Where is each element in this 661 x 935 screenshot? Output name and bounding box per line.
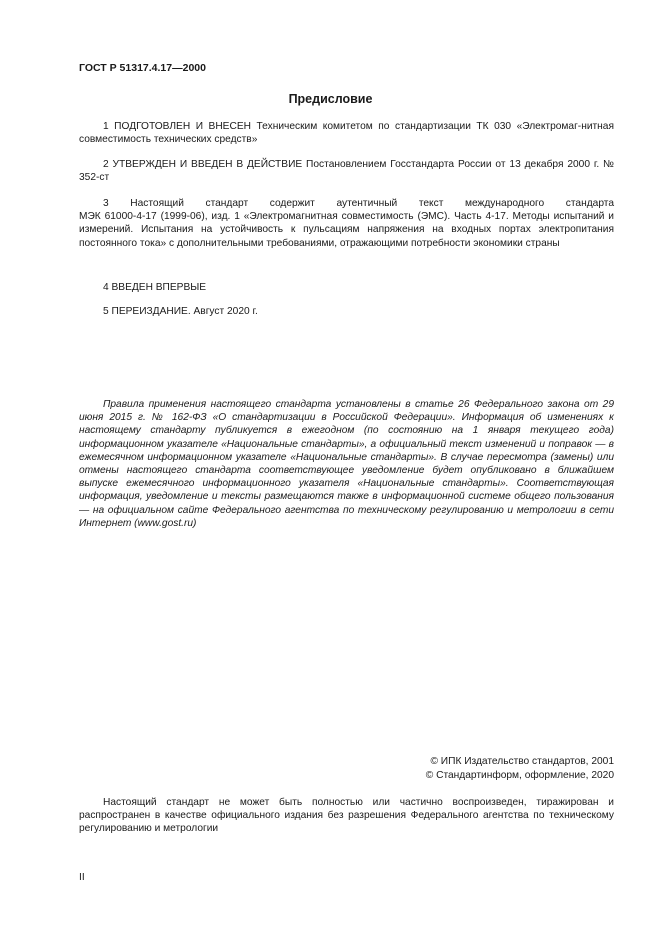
- preface-item-3-first-line: 3 Настоящий стандарт содержит аутентичный текст международного стандарта: [103, 198, 614, 209]
- preface-item-2: [79, 158, 614, 184]
- application-rules-note: [79, 398, 614, 530]
- reproduction-note: [79, 796, 614, 836]
- preface-item-1-text: 1 ПОДГОТОВЛЕН И ВНЕСЕН Техническим комитетом по стандартизации ТК 030 «Электромаг-нитная совместимость технических средств»: [79, 121, 614, 146]
- preface-item-3: [79, 197, 614, 250]
- preface-item-5: [79, 305, 614, 318]
- standard-code: ГОСТ Р 51317.4.17—2000: [79, 62, 206, 74]
- preface-item-2-text: 2 УТВЕРЖДЕН И ВВЕДЕН В ДЕЙСТВИЕ Постановлением Госстандарта России от 13 декабря 2000 г. № 352-ст: [79, 159, 614, 184]
- page-title: Предисловие: [288, 92, 373, 106]
- copyright-line-2: © Стандартинформ, оформление, 2020: [425, 770, 614, 781]
- preface-item-4-text: 4 ВВЕДЕН ВПЕРВЫЕ: [103, 282, 207, 293]
- preface-item-5-text: 5 ПЕРЕИЗДАНИЕ. Август 2020 г.: [103, 306, 258, 317]
- copyright-line-1: © ИПК Издательство стандартов, 2001: [430, 756, 614, 767]
- preface-item-1: [79, 120, 614, 146]
- application-rules-text: Правила применения настоящего стандарта установлены в статье 26 Федерального закона от 29 июня 2015 г. № 162-ФЗ «О стандартизации в Российской Федерации». Информация об изменениях к настоящему стандарту публикуется в ежегодном (по состоянию на 1 января текущего года) информационном указателе «Национальные стандарты», а официальный текст изменений и поправок — в ежемесячном информационном указателе «Национальные стандарты». В случае пересмотра (замены) или отмены настоящего стандарта соответствующее уведомление будет опубликовано в ближайшем выпуске ежемесячного информационного указателя «Национальные стандарты». Соответствующая информация, уведомление и тексты размещаются также в информационной системе общего пользования — на официальном сайте Федерального агентства по техническому регулированию и метрологии в сети Интернет (www.gost.ru): [79, 399, 614, 529]
- reproduction-note-text: Настоящий стандарт не может быть полностью или частично воспроизведен, тиражирован и распространен в качестве официального издания без разрешения Федерального агентства по техническому регулированию и метрологии: [79, 797, 614, 835]
- preface-item-3-text: МЭК 61000-4-17 (1999-06), изд. 1 «Электромагнитная совместимость (ЭМС). Часть 4-17. Методы испытаний и измерений. Испытания на устойчивость к пульсациям напряжения на входных портах электропитания постоянного тока» с дополнительными требованиями, отражающими потребности экономики страны: [79, 211, 614, 249]
- preface-item-4: [79, 281, 614, 294]
- copyright-block: [426, 755, 614, 783]
- page-number: II: [79, 872, 85, 883]
